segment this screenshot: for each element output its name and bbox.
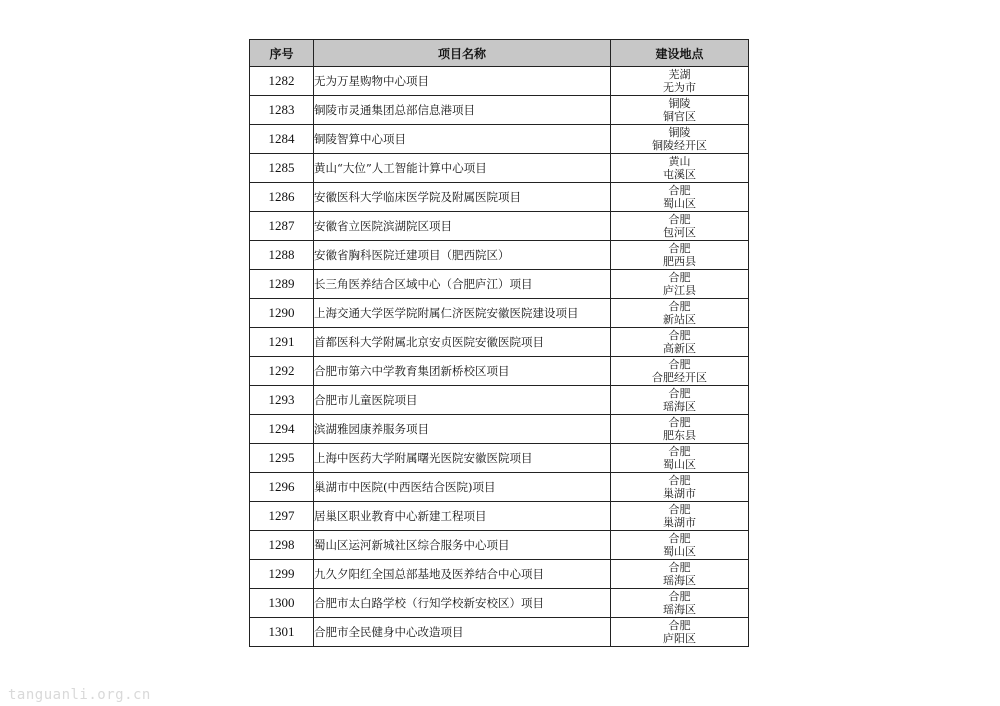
- location-district: 新站区: [663, 313, 696, 326]
- location-cell: [611, 299, 749, 328]
- location-district: 屯溪区: [663, 168, 696, 181]
- header-name: 项目名称: [314, 40, 611, 67]
- table-row: [250, 212, 749, 241]
- row-number: 1297: [250, 502, 314, 531]
- location-district: 包河区: [663, 226, 696, 239]
- location-cell: [611, 212, 749, 241]
- project-name: 居巢区职业教育中心新建工程项目: [314, 502, 611, 531]
- project-name: 铜陵智算中心项目: [314, 125, 611, 154]
- row-number: 1289: [250, 270, 314, 299]
- table-row: [250, 328, 749, 357]
- row-number: 1298: [250, 531, 314, 560]
- row-number: 1287: [250, 212, 314, 241]
- table-row: [250, 589, 749, 618]
- location-district: 合肥经开区: [652, 371, 707, 384]
- project-name: 合肥市第六中学教育集团新桥校区项目: [314, 357, 611, 386]
- table-row: [250, 270, 749, 299]
- project-name: 无为万星购物中心项目: [314, 67, 611, 96]
- location-city: 合肥: [668, 358, 691, 371]
- location-city: 合肥: [668, 590, 691, 603]
- table-row: [250, 618, 749, 647]
- location-city: 合肥: [668, 329, 691, 342]
- row-number: 1296: [250, 473, 314, 502]
- row-number: 1301: [250, 618, 314, 647]
- location-district: 蜀山区: [663, 458, 696, 471]
- table-header-row: [250, 40, 749, 67]
- table-row: [250, 531, 749, 560]
- location-city: 黄山: [668, 155, 691, 168]
- location-cell: [611, 270, 749, 299]
- project-name: 九久夕阳红全国总部基地及医养结合中心项目: [314, 560, 611, 589]
- table-row: [250, 154, 749, 183]
- row-number: 1300: [250, 589, 314, 618]
- location-district: 庐阳区: [663, 632, 696, 645]
- project-name: 合肥市全民健身中心改造项目: [314, 618, 611, 647]
- location-city: 芜湖: [668, 68, 691, 81]
- location-city: 铜陵: [668, 126, 691, 139]
- table-row: [250, 299, 749, 328]
- location-district: 肥东县: [663, 429, 696, 442]
- project-name: 合肥市儿童医院项目: [314, 386, 611, 415]
- location-city: 合肥: [668, 445, 691, 458]
- location-cell: [611, 560, 749, 589]
- row-number: 1299: [250, 560, 314, 589]
- location-cell: [611, 328, 749, 357]
- project-name: 上海中医药大学附属曙光医院安徽医院项目: [314, 444, 611, 473]
- table-row: [250, 415, 749, 444]
- location-cell: [611, 241, 749, 270]
- project-name: 黄山“大位”人工智能计算中心项目: [314, 154, 611, 183]
- location-city: 合肥: [668, 271, 691, 284]
- location-district: 蜀山区: [663, 197, 696, 210]
- location-cell: [611, 618, 749, 647]
- location-city: 合肥: [668, 300, 691, 313]
- location-district: 蜀山区: [663, 545, 696, 558]
- location-cell: [611, 415, 749, 444]
- table-body: [250, 67, 749, 647]
- location-district: 铜陵经开区: [652, 139, 707, 152]
- location-cell: [611, 125, 749, 154]
- location-cell: [611, 154, 749, 183]
- location-cell: [611, 473, 749, 502]
- header-location: 建设地点: [611, 40, 749, 67]
- location-district: 巢湖市: [663, 516, 696, 529]
- row-number: 1295: [250, 444, 314, 473]
- location-city: 合肥: [668, 242, 691, 255]
- location-district: 肥西县: [663, 255, 696, 268]
- header-num: 序号: [250, 40, 314, 67]
- location-cell: [611, 444, 749, 473]
- row-number: 1291: [250, 328, 314, 357]
- row-number: 1288: [250, 241, 314, 270]
- location-city: 合肥: [668, 184, 691, 197]
- project-table: [249, 39, 749, 647]
- location-cell: [611, 386, 749, 415]
- location-city: 合肥: [668, 387, 691, 400]
- location-city: 合肥: [668, 416, 691, 429]
- location-cell: [611, 357, 749, 386]
- location-city: 合肥: [668, 503, 691, 516]
- location-cell: [611, 531, 749, 560]
- location-district: 庐江县: [663, 284, 696, 297]
- project-name: 巢湖市中医院(中西医结合医院)项目: [314, 473, 611, 502]
- row-number: 1294: [250, 415, 314, 444]
- location-city: 合肥: [668, 213, 691, 226]
- row-number: 1293: [250, 386, 314, 415]
- project-name: 上海交通大学医学院附属仁济医院安徽医院建设项目: [314, 299, 611, 328]
- table-row: [250, 444, 749, 473]
- project-name: 铜陵市灵通集团总部信息港项目: [314, 96, 611, 125]
- row-number: 1284: [250, 125, 314, 154]
- location-city: 合肥: [668, 561, 691, 574]
- table-row: [250, 386, 749, 415]
- location-district: 铜官区: [663, 110, 696, 123]
- project-name: 安徽省立医院滨湖院区项目: [314, 212, 611, 241]
- location-district: 无为市: [663, 81, 696, 94]
- location-district: 瑶海区: [663, 574, 696, 587]
- location-cell: [611, 589, 749, 618]
- row-number: 1285: [250, 154, 314, 183]
- table-row: [250, 357, 749, 386]
- row-number: 1290: [250, 299, 314, 328]
- project-name: 滨湖雅园康养服务项目: [314, 415, 611, 444]
- location-cell: [611, 96, 749, 125]
- watermark: tanguanli.org.cn: [8, 687, 151, 703]
- location-cell: [611, 502, 749, 531]
- location-city: 合肥: [668, 532, 691, 545]
- project-name: 安徽省胸科医院迁建项目（肥西院区）: [314, 241, 611, 270]
- location-cell: [611, 67, 749, 96]
- project-name: 合肥市太白路学校（行知学校新安校区）项目: [314, 589, 611, 618]
- table-row: [250, 96, 749, 125]
- row-number: 1282: [250, 67, 314, 96]
- project-name: 蜀山区运河新城社区综合服务中心项目: [314, 531, 611, 560]
- row-number: 1283: [250, 96, 314, 125]
- table-row: [250, 502, 749, 531]
- location-district: 瑶海区: [663, 400, 696, 413]
- location-city: 合肥: [668, 474, 691, 487]
- project-name: 长三角医养结合区域中心（合肥庐江）项目: [314, 270, 611, 299]
- location-cell: [611, 183, 749, 212]
- location-district: 巢湖市: [663, 487, 696, 500]
- table-row: [250, 183, 749, 212]
- project-name: 首都医科大学附属北京安贞医院安徽医院项目: [314, 328, 611, 357]
- table-row: [250, 241, 749, 270]
- project-name: 安徽医科大学临床医学院及附属医院项目: [314, 183, 611, 212]
- table-row: [250, 473, 749, 502]
- location-city: 铜陵: [668, 97, 691, 110]
- row-number: 1286: [250, 183, 314, 212]
- table-row: [250, 560, 749, 589]
- location-district: 高新区: [663, 342, 696, 355]
- table-row: [250, 125, 749, 154]
- location-city: 合肥: [668, 619, 691, 632]
- table-row: [250, 67, 749, 96]
- row-number: 1292: [250, 357, 314, 386]
- location-district: 瑶海区: [663, 603, 696, 616]
